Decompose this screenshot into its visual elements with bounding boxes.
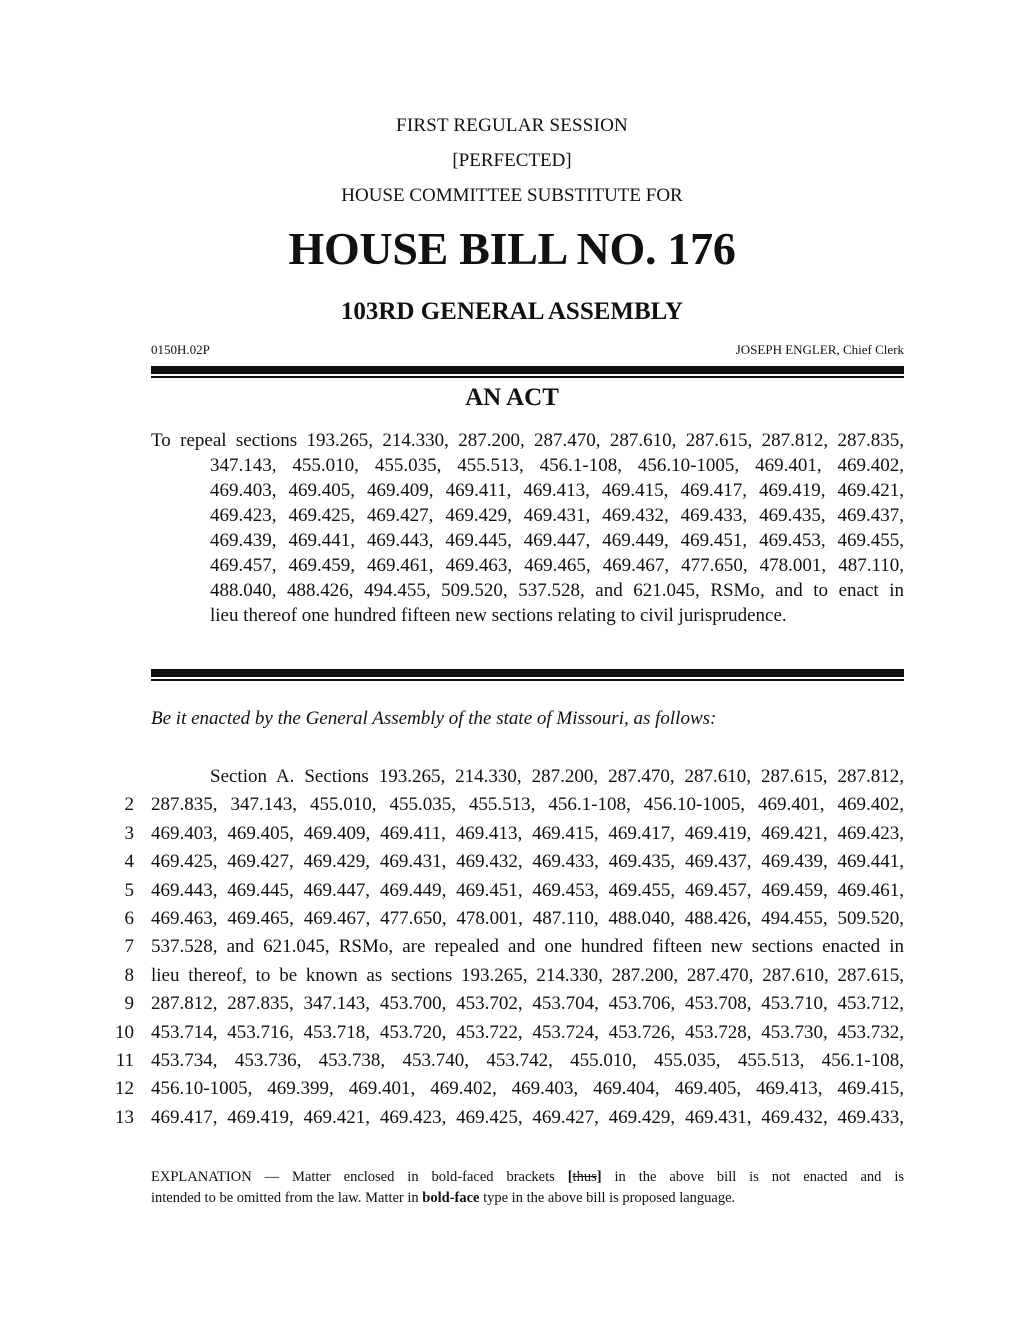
section-line	[0, 848, 904, 876]
session-heading: FIRST REGULAR SESSION	[396, 115, 628, 136]
explanation-line-1	[151, 1167, 904, 1188]
top-double-rule	[151, 366, 904, 378]
act-title	[151, 428, 904, 628]
section-line-text: 453.714, 453.716, 453.718, 453.720, 453.722, 453.724, 453.726, 453.728, 453.730, 453.732,	[151, 1021, 904, 1043]
act-title-line: 469.403, 469.405, 469.409, 469.411, 469.413, 469.415, 469.417, 469.419, 469.421,	[210, 480, 904, 501]
line-number: 11	[115, 1049, 134, 1071]
strikethrough-example: thus	[572, 1169, 597, 1185]
line-number: 7	[124, 936, 134, 958]
line-number: 6	[124, 907, 134, 929]
explanation-line-2	[151, 1188, 904, 1209]
section-a	[0, 763, 904, 1132]
section-line	[0, 820, 904, 848]
section-line	[0, 905, 904, 933]
section-line-text: 537.528, and 621.045, RSMo, are repealed and one hundred fifteen new sections enacted in	[151, 936, 904, 958]
section-line-text: lieu thereof, to be known as sections 193.265, 214.330, 287.200, 287.470, 287.610, 287.615,	[151, 964, 904, 986]
section-line	[0, 933, 904, 961]
act-title-line: 469.439, 469.441, 469.443, 469.445, 469.447, 469.449, 469.451, 469.453, 469.455,	[210, 530, 904, 551]
explanation-text: Matter enclosed in bold-faced brackets	[279, 1169, 568, 1185]
bold-face-example: bold-face	[422, 1190, 480, 1206]
explanation-footnote	[151, 1167, 904, 1209]
substitute-heading: HOUSE COMMITTEE SUBSTITUTE FOR	[341, 185, 683, 206]
section-line	[0, 791, 904, 819]
section-line-text: 287.835, 347.143, 455.010, 455.035, 455.513, 456.1-108, 456.10-1005, 469.401, 469.402,	[151, 794, 904, 816]
line-number: 5	[124, 879, 134, 901]
line-number: 3	[124, 822, 134, 844]
act-title-line: 347.143, 455.010, 455.035, 455.513, 456.1-108, 456.10-1005, 469.401, 469.402,	[210, 455, 904, 476]
section-line	[0, 763, 904, 791]
section-line	[0, 1019, 904, 1047]
line-number: 10	[115, 1021, 134, 1043]
bill-number-title: HOUSE BILL NO. 176	[288, 223, 736, 274]
bracket-close: ]	[596, 1169, 602, 1185]
bottom-rule-thick	[151, 669, 904, 677]
section-line	[0, 1104, 904, 1132]
perfected-label: [PERFECTED]	[452, 150, 572, 171]
line-number: 12	[115, 1078, 134, 1100]
top-rule-thick	[151, 366, 904, 374]
section-line	[0, 877, 904, 905]
line-number: 2	[124, 794, 134, 816]
section-line-text: Section A. Sections 193.265, 214.330, 287.200, 287.470, 287.610, 287.615, 287.812,	[210, 766, 904, 787]
general-assembly-heading: 103RD GENERAL ASSEMBLY	[340, 298, 684, 325]
section-line	[0, 962, 904, 990]
act-title-line: To repeal sections 193.265, 214.330, 287.200, 287.470, 287.610, 287.615, 287.812, 287.835,	[151, 430, 904, 451]
act-heading: AN ACT	[465, 384, 559, 411]
line-number: 8	[124, 964, 134, 986]
bracket-open: [	[567, 1169, 573, 1185]
act-title-line: 488.040, 488.426, 494.455, 509.520, 537.528, and 621.045, RSMo, and to enact in	[210, 580, 904, 601]
explanation-text: type in the above bill is proposed language.	[479, 1190, 736, 1206]
section-line-text: 453.734, 453.736, 453.738, 453.740, 453.742, 455.010, 455.035, 455.513, 456.1-108,	[151, 1049, 904, 1071]
bottom-rule-thin	[151, 679, 904, 681]
section-line-text: 456.10-1005, 469.399, 469.401, 469.402, 469.403, 469.404, 469.405, 469.413, 469.415,	[151, 1078, 904, 1100]
act-title-line: 469.457, 469.459, 469.461, 469.463, 469.465, 469.467, 477.650, 478.001, 487.110,	[210, 555, 904, 576]
line-number: 9	[124, 993, 134, 1015]
explanation-text: in the above bill is not enacted and is	[601, 1169, 905, 1185]
section-line	[0, 1047, 904, 1075]
act-title-line: lieu thereof one hundred fifteen new sections relating to civil jurisprudence.	[210, 605, 787, 626]
act-title-line: 469.423, 469.425, 469.427, 469.429, 469.431, 469.432, 469.433, 469.435, 469.437,	[210, 505, 904, 526]
section-line	[0, 990, 904, 1018]
line-number: 13	[115, 1106, 134, 1128]
section-line	[0, 1075, 904, 1103]
enacting-clause: Be it enacted by the General Assembly of the state of Missouri, as follows:	[151, 708, 717, 729]
section-line-text: 469.403, 469.405, 469.409, 469.411, 469.413, 469.415, 469.417, 469.419, 469.421, 469.423,	[151, 822, 904, 844]
explanation-label: EXPLANATION —	[151, 1169, 280, 1185]
bottom-double-rule	[151, 669, 904, 681]
top-rule-thin	[151, 376, 904, 378]
explanation-text: intended to be omitted from the law. Matter in	[151, 1190, 423, 1206]
section-line-text: 469.463, 469.465, 469.467, 477.650, 478.001, 487.110, 488.040, 488.426, 494.455, 509.520,	[151, 907, 904, 929]
section-line-text: 469.443, 469.445, 469.447, 469.449, 469.451, 469.453, 469.455, 469.457, 469.459, 469.461,	[151, 879, 904, 901]
bill-code: 0150H.02P	[151, 342, 210, 357]
section-line-text: 469.425, 469.427, 469.429, 469.431, 469.432, 469.433, 469.435, 469.437, 469.439, 469.441,	[151, 851, 904, 873]
line-number: 4	[124, 851, 134, 873]
section-line-text: 469.417, 469.419, 469.421, 469.423, 469.425, 469.427, 469.429, 469.431, 469.432, 469.433,	[151, 1106, 904, 1128]
section-line-text: 287.812, 287.835, 347.143, 453.700, 453.702, 453.704, 453.706, 453.708, 453.710, 453.712,	[151, 993, 904, 1015]
chief-clerk: JOSEPH ENGLER, Chief Clerk	[735, 342, 904, 357]
